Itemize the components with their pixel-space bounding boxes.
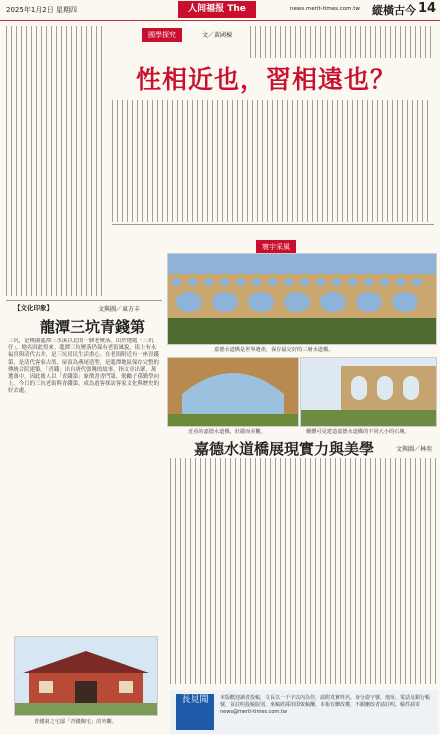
- culture-tag: 【文化印象】: [14, 304, 53, 312]
- divider-line: [112, 224, 434, 225]
- culture-body: 三坑，是桃園龍潭三水溪以北的一個老聚落。由於地處「三坑仔」，地名因此得來。龍潭三坑聚落仍保有老街風貌，街上有永福宮與清代古井，是三坑居民生活重心。在老街附近有一座青錢第，是清代客家古厝，屋頂為燕尾造型，是龍潭地區保存完整的傳統合院建築。「青錢」出自唐代張鷟的故事，指文章出眾，萬選萬中，因此後人以「青錢第」象徵書香門第，勉勵子孫勤學向上。今日的三坑老街與青錢第，成為遊客探訪客家文化與歷史的好去處。: [8, 338, 159, 395]
- submission-notice: [170, 690, 438, 734]
- main-headline: 性相近也，習相遠也？: [136, 65, 397, 94]
- historic-house-illustration: [15, 637, 157, 715]
- aqueduct-side-illustration: [301, 358, 436, 426]
- issue-date: 2025年1月2日 星期四: [6, 6, 77, 14]
- newspaper-logo: 人间福报 The Merit Times: [178, 1, 256, 18]
- culture-caption: 青錢第之宅邸「青錢陶宅」的外觀。: [34, 719, 118, 725]
- notice-text: 本版歡迎讀者投稿，文長以一千字以內為佳，請附真實姓名、身分證字號、地址、電話及銀行帳號，並註明投稿版別。來稿經採用即致稿酬，本報有刪改權，不願刪改者請註明。稿件請寄 news@merit-times.com.tw: [220, 695, 431, 715]
- section-title: 縱橫古今: [372, 4, 416, 17]
- aqueduct-illustration: [168, 254, 436, 344]
- page-header: [0, 0, 440, 31]
- aqueduct-photo-main: [167, 253, 437, 345]
- aqueduct-photo-left: [167, 357, 299, 427]
- aqueduct-photo-right: [300, 357, 437, 427]
- culture-top-rule: [6, 300, 162, 301]
- gallery-caption-left: 近看的嘉德水道橋，壯麗而美觀。: [188, 429, 266, 435]
- notice-label: 長見聞: [176, 694, 214, 730]
- aqueduct-arch-illustration: [168, 358, 298, 426]
- culture-photo: [14, 636, 158, 716]
- bridge-author: 文與圖／林奕: [396, 446, 433, 453]
- bridge-article-body: [170, 458, 436, 684]
- culture-author: 文與圖／東方丰: [98, 306, 141, 313]
- gallery-caption-right: 橋體可見建造嘉德水道橋的不同大小的石塊。: [306, 429, 410, 435]
- left-vertical-text: [6, 26, 106, 296]
- main-article-body: [112, 100, 432, 222]
- culture-headline: 龍潭三坑青錢第: [40, 318, 146, 336]
- gallery-tag: 寰宇采風: [256, 240, 296, 254]
- article-author: 文／黃國棟: [202, 32, 233, 39]
- right-vertical-text: [250, 26, 434, 58]
- bridge-headline: 嘉德水道橋展現實力與美學: [194, 440, 375, 458]
- article-tag: 國學探究: [142, 28, 182, 42]
- website-url[interactable]: news.merit-times.com.tw: [290, 6, 360, 12]
- gallery-caption-main: 嘉德水道橋是世界遺產，保存最完好的三層水道橋。: [214, 347, 334, 353]
- page-number: 14: [418, 1, 437, 16]
